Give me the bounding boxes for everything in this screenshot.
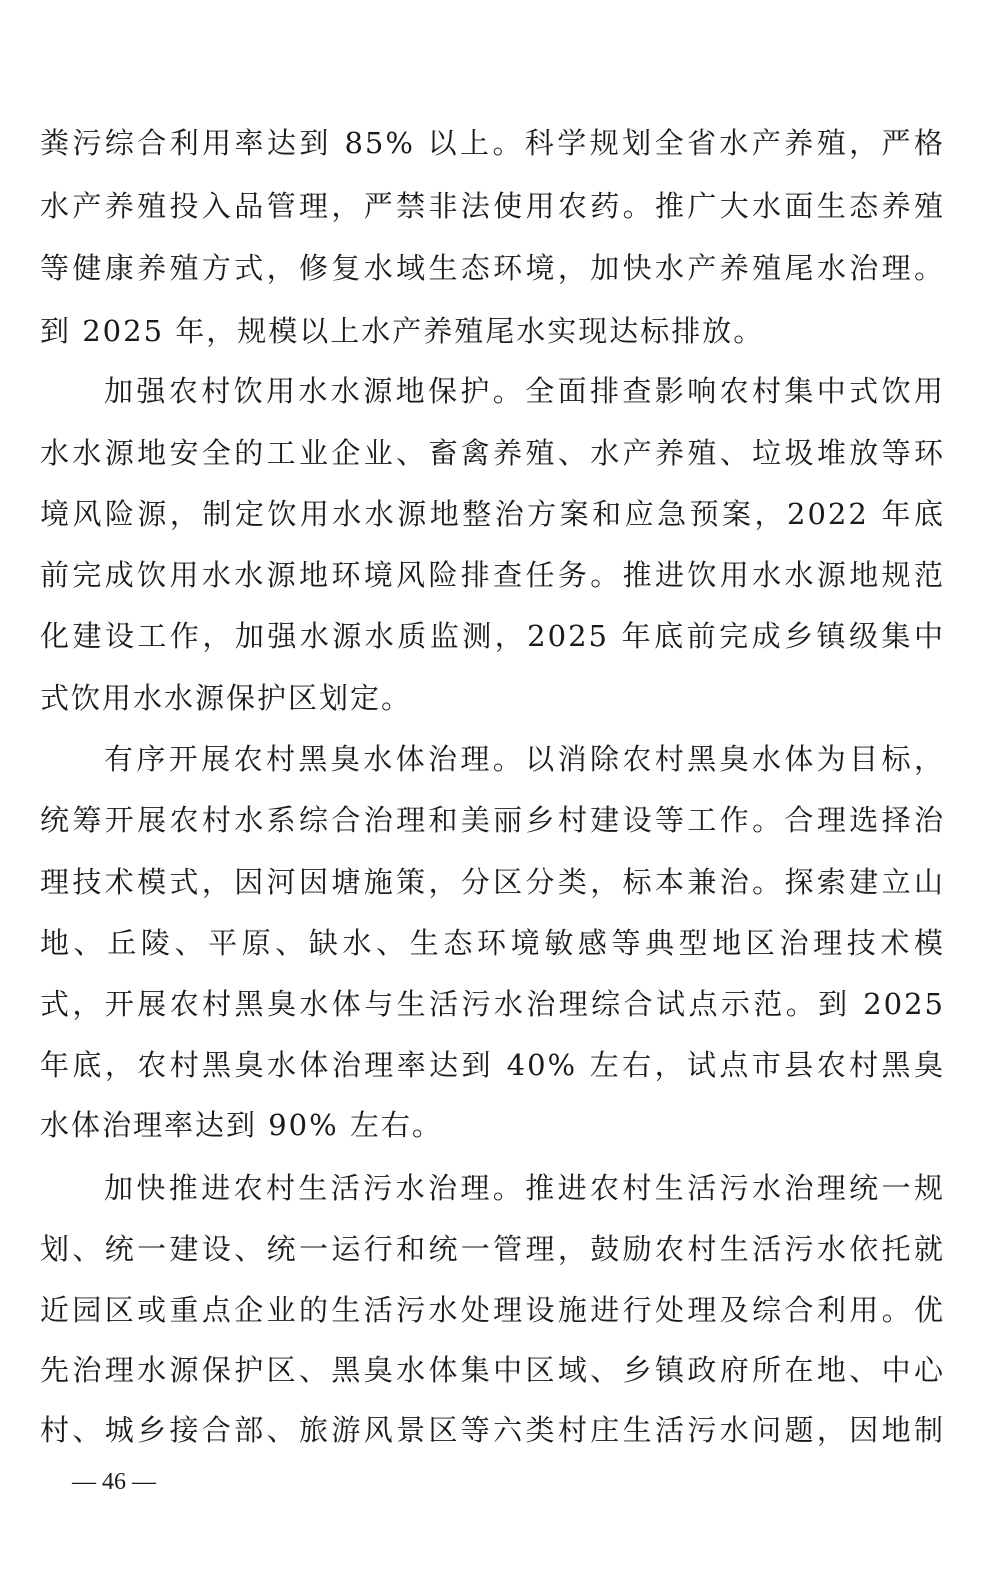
page-number: — 46 — <box>72 1469 156 1495</box>
text-line: 水体治理率达到 90% 左右。 <box>40 1108 443 1142</box>
text-line: 式，开展农村黑臭水体与生活污水治理综合试点示范。到 2025 <box>40 987 945 1021</box>
text-line: 境风险源，制定饮用水水源地整治方案和应急预案，2022 年底 <box>40 497 945 531</box>
text-line: 式饮用水水源保护区划定。 <box>40 681 413 715</box>
text-line: 村、城乡接合部、旅游风景区等六类村庄生活污水问题，因地制 <box>40 1413 945 1447</box>
text-line: 理技术模式，因河因塘施策，分区分类，标本兼治。探索建立山 <box>40 865 945 899</box>
text-line: 粪污综合利用率达到 85% 以上。科学规划全省水产养殖，严格 <box>40 126 945 160</box>
text-line: 前完成饮用水水源地环境风险排查任务。推进饮用水水源地规范 <box>40 558 945 592</box>
paragraph-first-line: 加快推进农村生活污水治理。推进农村生活污水治理统一规 <box>104 1171 945 1205</box>
text-line: 统筹开展农村水系综合治理和美丽乡村建设等工作。合理选择治 <box>40 803 945 837</box>
text-line: 水产养殖投入品管理，严禁非法使用农药。推广大水面生态养殖 <box>40 189 945 223</box>
paragraph-first-line: 加强农村饮用水水源地保护。全面排查影响农村集中式饮用 <box>104 374 945 408</box>
text-line: 年底，农村黑臭水体治理率达到 40% 左右，试点市县农村黑臭 <box>40 1048 945 1082</box>
text-line: 近园区或重点企业的生活污水处理设施进行处理及综合利用。优 <box>40 1293 945 1327</box>
text-line: 地、丘陵、平原、缺水、生态环境敏感等典型地区治理技术模 <box>40 926 945 960</box>
text-line: 先治理水源保护区、黑臭水体集中区域、乡镇政府所在地、中心 <box>40 1353 945 1387</box>
text-line: 到 2025 年，规模以上水产养殖尾水实现达标排放。 <box>40 314 765 348</box>
text-line: 水水源地安全的工业企业、畜禽养殖、水产养殖、垃圾堆放等环 <box>40 436 945 470</box>
text-line: 化建设工作，加强水源水质监测，2025 年底前完成乡镇级集中 <box>40 619 945 653</box>
text-line: 划、统一建设、统一运行和统一管理，鼓励农村生活污水依托就 <box>40 1232 945 1266</box>
text-line: 等健康养殖方式，修复水域生态环境，加快水产养殖尾水治理。 <box>40 251 945 285</box>
paragraph-first-line: 有序开展农村黑臭水体治理。以消除农村黑臭水体为目标， <box>104 742 945 776</box>
